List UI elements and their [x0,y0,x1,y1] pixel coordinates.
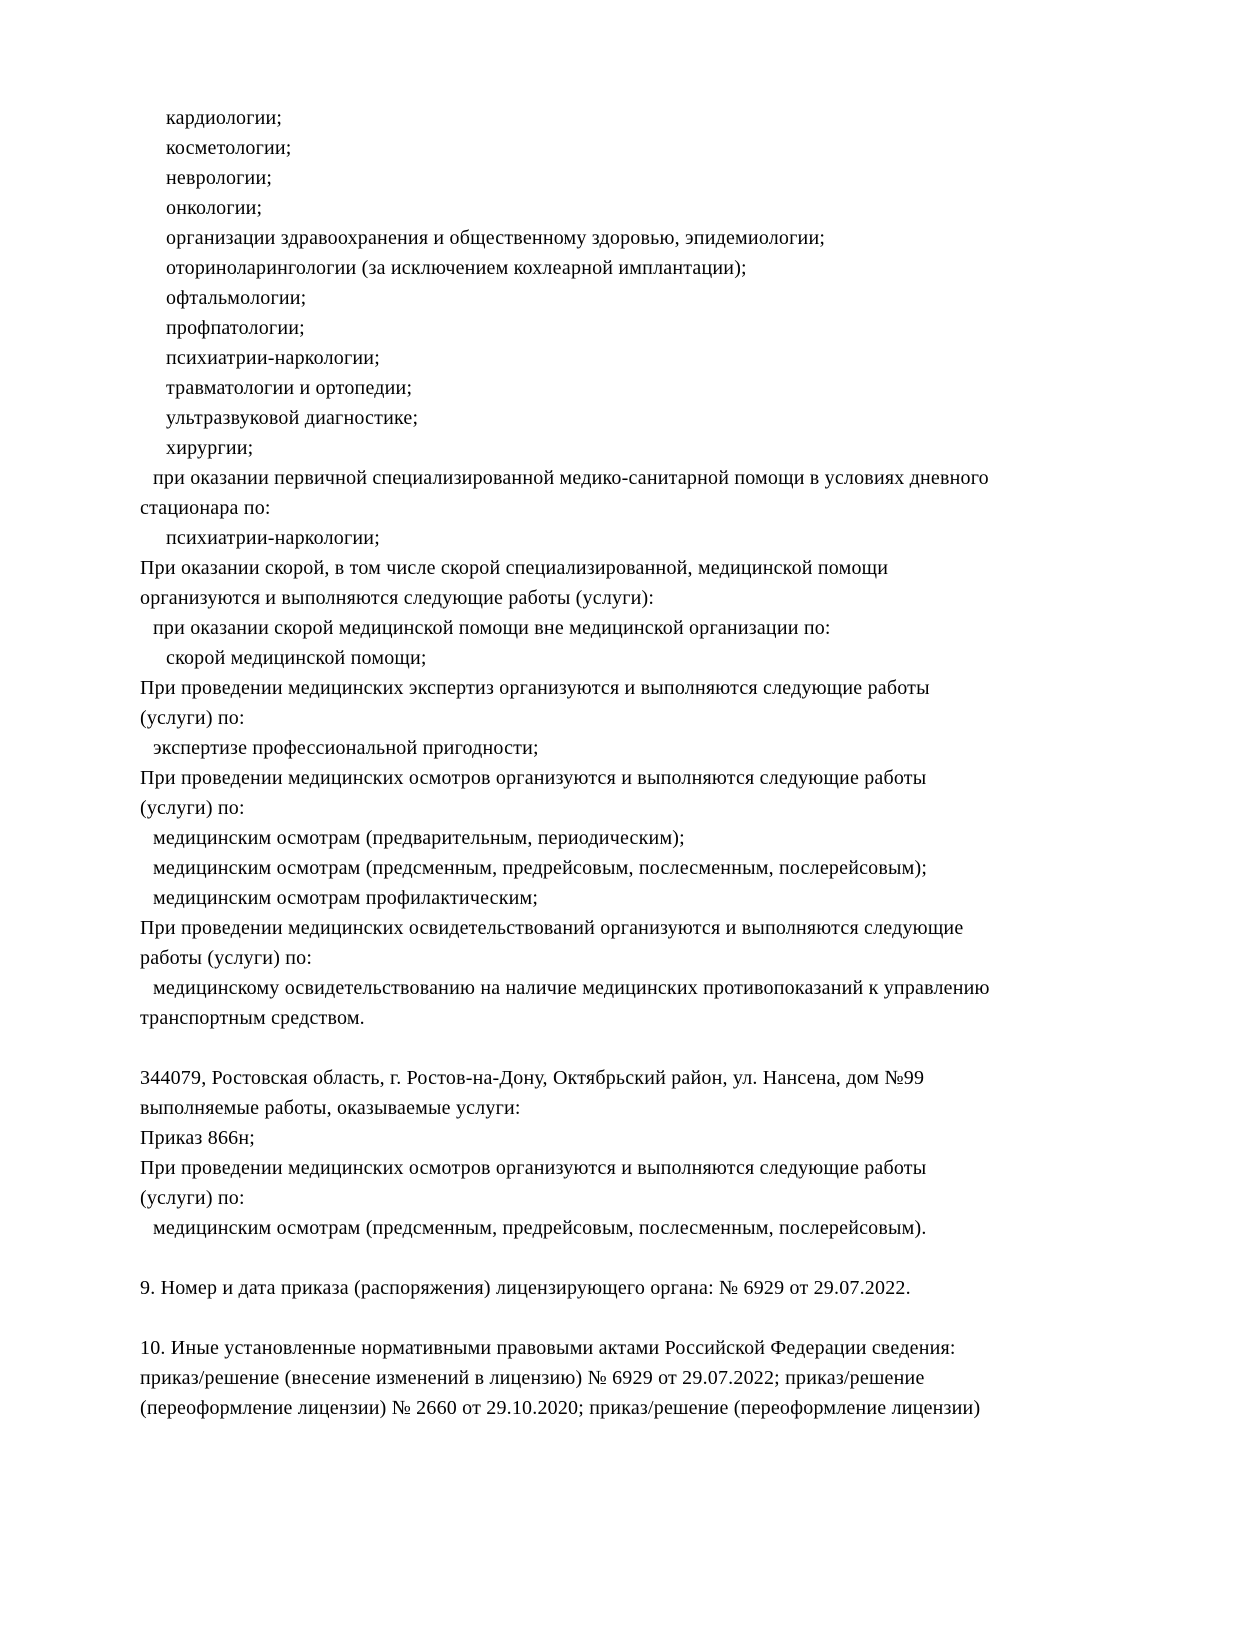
section-heading-line: При проведении медицинских экспертиз организуются и выполняются следующие работы [140,677,930,699]
service-item-line: онкологии; [166,197,263,219]
section-heading-line: При проведении медицинских осмотров организуются и выполняются следующие работы [140,767,927,789]
section-heading-line: (услуги) по: [140,707,245,729]
service-item-line: ультразвуковой диагностике; [166,407,419,429]
clause-10-other-info-line: (переоформление лицензии) № 2660 от 29.10.2020; приказ/решение (переоформление лицензии) [140,1397,981,1419]
service-item-line: офтальмологии; [166,287,307,309]
blank-line [140,1303,1150,1333]
section-heading-line: работы (услуги) по: [140,947,313,969]
section-heading-line: организуются и выполняются следующие работы (услуги): [140,587,655,609]
service-item-line: косметологии; [166,137,292,159]
section-heading-line: (услуги) по: [140,1187,245,1209]
service-item-line: скорой медицинской помощи; [166,647,427,669]
service-item-line: транспортным средством. [140,1007,365,1029]
address-line: 344079, Ростовская область, г. Ростов-на-Дону, Октябрьский район, ул. Нансена, дом №99 [140,1067,925,1089]
care-condition-line: при оказании скорой медицинской помощи вне медицинской организации по: [153,617,831,639]
service-item-line: травматологии и ортопедии; [166,377,413,399]
service-item-line: медицинским осмотрам (предварительным, периодическим); [153,827,685,849]
service-item-line: оториноларингологии (за исключением кохлеарной имплантации); [166,257,747,279]
order-reference-line: Приказ 866н; [140,1127,255,1149]
section-heading-line: При проведении медицинских осмотров организуются и выполняются следующие работы [140,1157,927,1179]
service-item-line: психиатрии-наркологии; [166,347,380,369]
service-item-line: медицинским осмотрам (предсменным, предрейсовым, послесменным, послерейсовым). [153,1217,927,1239]
clause-9-order-number-line: 9. Номер и дата приказа (распоряжения) лицензирующего органа: № 6929 от 29.07.2022. [140,1277,911,1299]
service-item-line: экспертизе профессиональной пригодности; [153,737,539,759]
clause-10-other-info-line: 10. Иные установленные нормативными правовыми актами Российской Федерации сведения: [140,1337,956,1359]
clause-10-other-info-line: приказ/решение (внесение изменений в лицензию) № 6929 от 29.07.2022; приказ/решение [140,1367,925,1389]
service-item-line: медицинским осмотрам профилактическим; [153,887,539,909]
service-item-line: организации здравоохранения и общественному здоровью, эпидемиологии; [166,227,826,249]
care-condition-line: при оказании первичной специализированной медико-санитарной помощи в условиях дневного [153,467,989,489]
service-item-line: профпатологии; [166,317,305,339]
document-body [140,103,1150,1423]
service-item-line: психиатрии-наркологии; [166,527,380,549]
works-services-label-line: выполняемые работы, оказываемые услуги: [140,1097,521,1119]
service-item-line: медицинскому освидетельствованию на наличие медицинских противопоказаний к управлению [153,977,990,999]
section-heading-line: При проведении медицинских освидетельствований организуются и выполняются следующие [140,917,964,939]
service-item-line: хирургии; [166,437,254,459]
service-item-line: медицинским осмотрам (предсменным, предрейсовым, послесменным, послерейсовым); [153,857,928,879]
section-heading-line: При оказании скорой, в том числе скорой специализированной, медицинской помощи [140,557,889,579]
blank-line [140,1033,1150,1063]
blank-line [140,1243,1150,1273]
service-item-line: неврологии; [166,167,273,189]
service-item-line: кардиологии; [166,107,283,129]
care-condition-line: стационара по: [140,497,271,519]
section-heading-line: (услуги) по: [140,797,245,819]
